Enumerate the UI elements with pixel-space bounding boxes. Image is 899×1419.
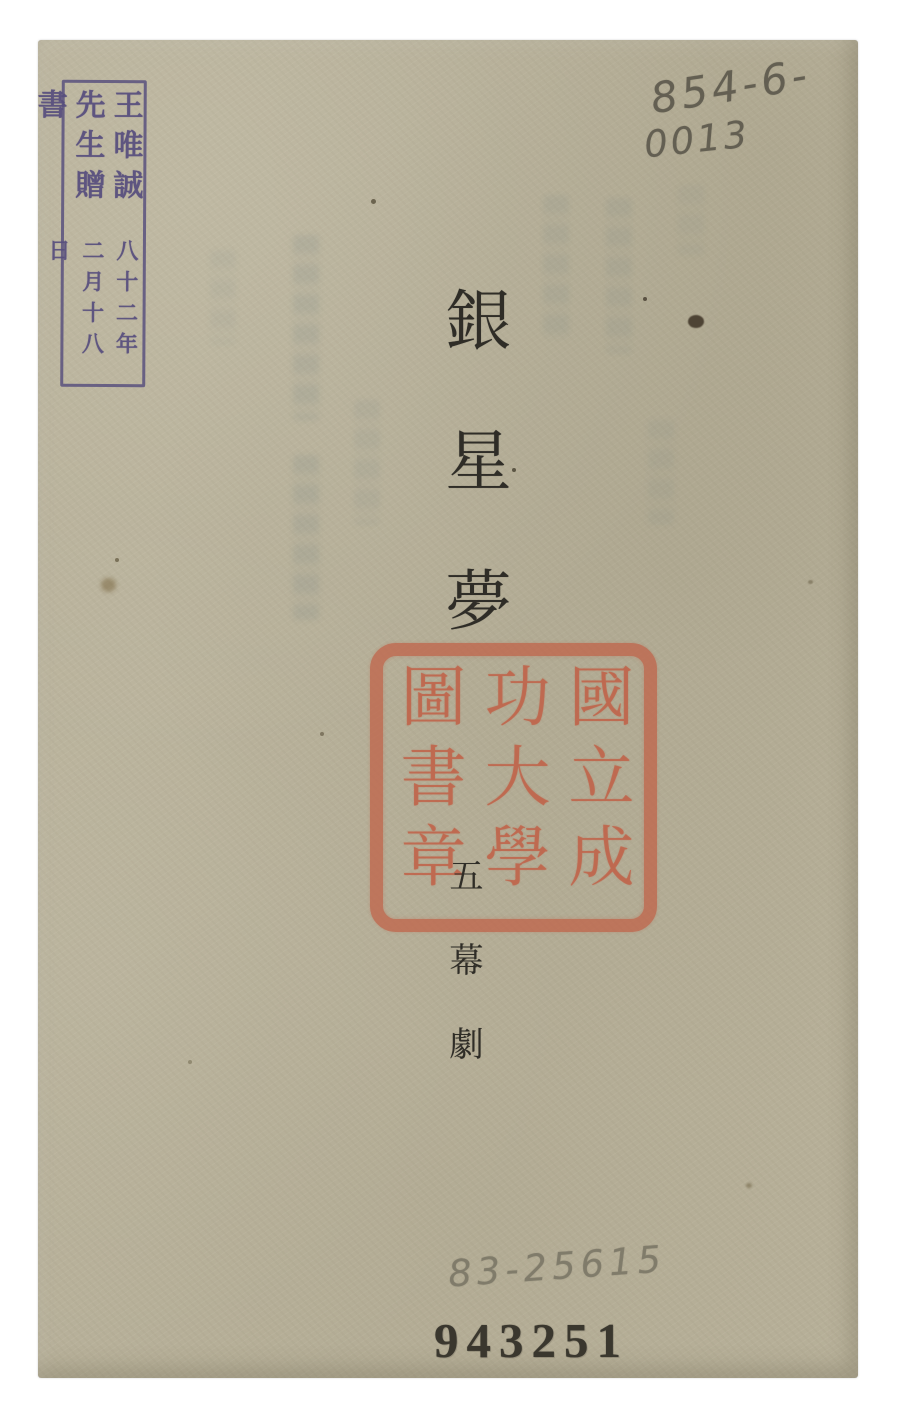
handwritten-call-number-line2: 0013 bbox=[642, 112, 753, 167]
handwritten-accession-number: 83-25615 bbox=[446, 1237, 668, 1296]
ink-speck bbox=[688, 315, 704, 328]
book-title: 銀星夢 bbox=[434, 286, 511, 706]
bleed-through-text bbox=[543, 195, 569, 340]
book-cover-page bbox=[31, 40, 858, 1378]
bleed-through-text bbox=[293, 455, 319, 620]
handwritten-call-number-line1: 854-6- bbox=[647, 49, 815, 124]
ink-speck bbox=[320, 732, 324, 736]
library-seal-stamp bbox=[370, 643, 657, 932]
library-seal-text: 國立成功大學圖書章 bbox=[389, 662, 634, 902]
ink-speck bbox=[371, 199, 376, 204]
donor-stamp-name-text: 王唯誠先生贈書 bbox=[31, 88, 143, 210]
ink-speck bbox=[512, 468, 516, 472]
donor-stamp bbox=[31, 80, 147, 387]
ink-speck bbox=[808, 580, 813, 584]
bleed-through-text bbox=[648, 420, 674, 525]
bleed-through-text bbox=[293, 235, 319, 420]
bleed-through-text bbox=[678, 185, 704, 255]
ink-speck bbox=[115, 558, 119, 562]
ink-speck bbox=[188, 1060, 192, 1064]
bleed-through-text bbox=[354, 400, 380, 525]
ink-speck bbox=[643, 297, 647, 301]
donor-stamp-date-text: 八十二年二月十八日 bbox=[44, 238, 139, 363]
paper-stain bbox=[746, 1183, 752, 1188]
bleed-through-text bbox=[606, 198, 632, 353]
subtitle-genre: 五幕劇 bbox=[443, 858, 483, 1110]
stamped-accession-number: 943251 bbox=[434, 1313, 629, 1368]
bleed-through-text bbox=[210, 250, 236, 345]
paper-stain bbox=[101, 578, 116, 592]
